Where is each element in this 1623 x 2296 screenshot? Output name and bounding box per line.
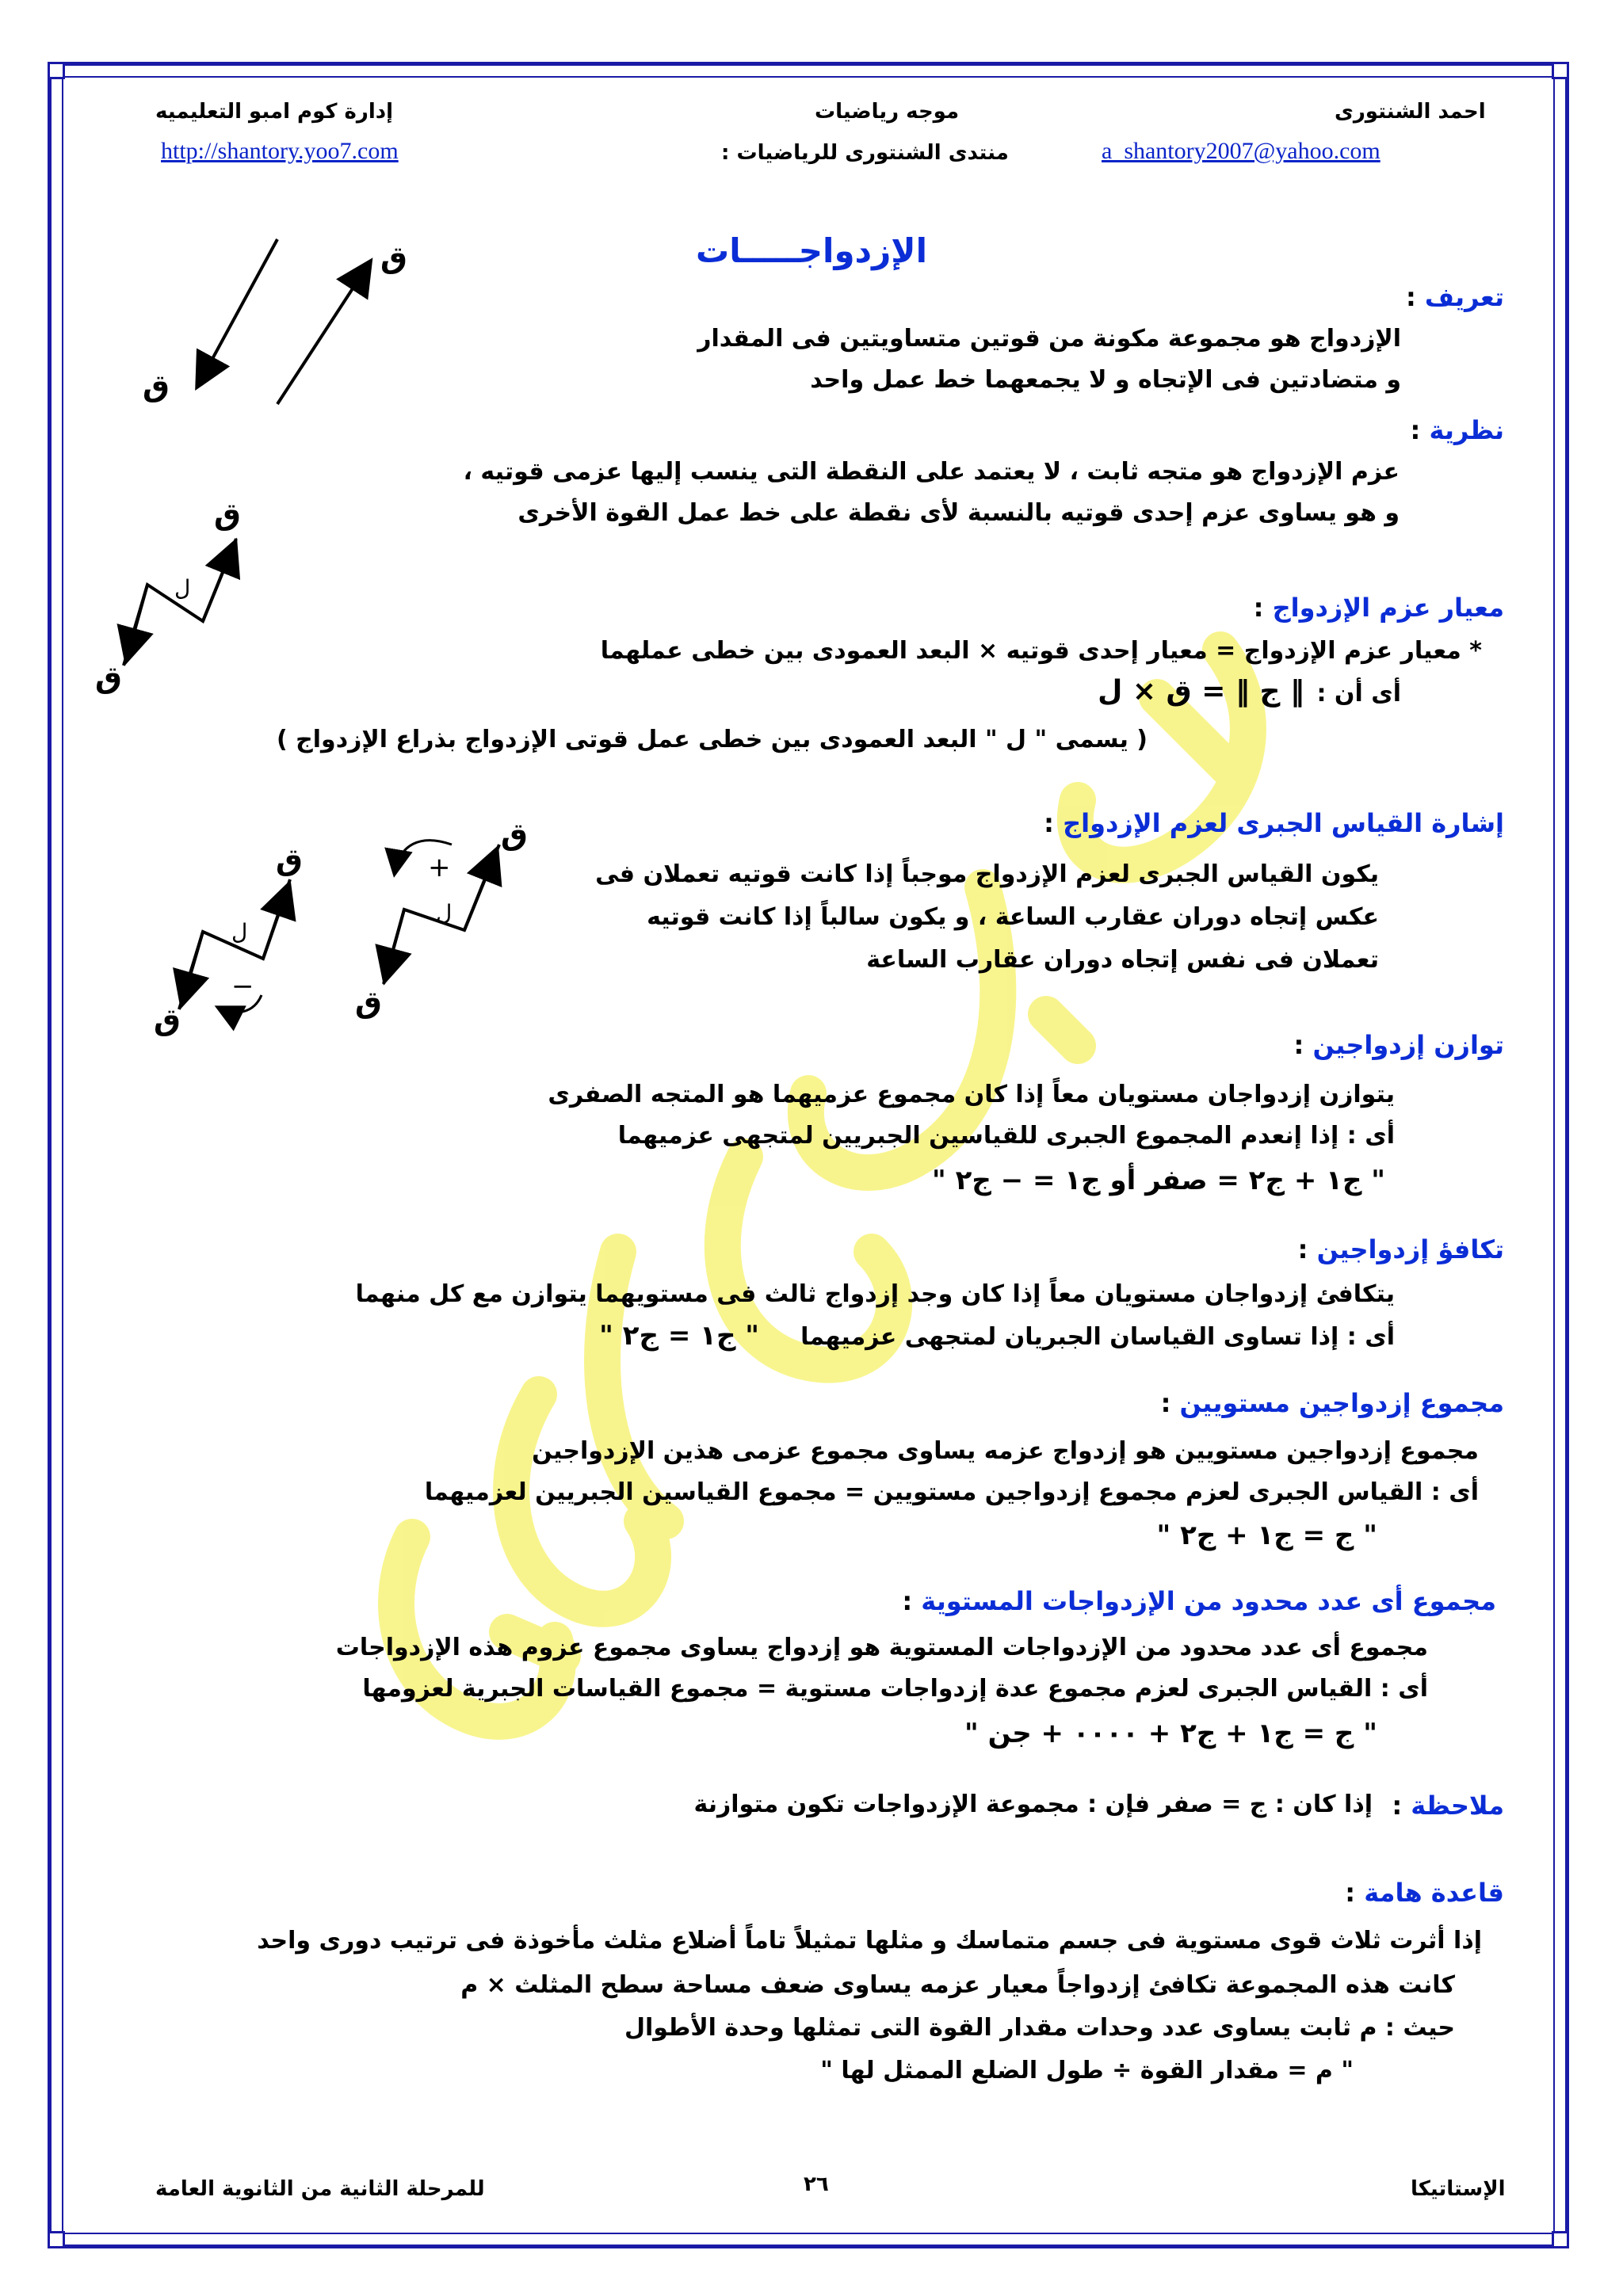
force-arrow: [182, 932, 203, 1003]
theorem-line: و هو يساوى عزم إحدى قوتيه بالنسبة لأى نقطة على خط عمل القوة الأخرى: [517, 499, 1400, 527]
equilibrium-line: أى : إذا إنعدم المجموع الجبرى للقياسين الجبريين لمتجهى عزميهما: [617, 1122, 1395, 1150]
force-arrow: [127, 585, 147, 659]
sign-line: عكس إتجاه دوران عقارب الساعة ، و يكون سالباً إذا كانت قوتيه: [647, 903, 1379, 931]
force-label: ق: [380, 240, 407, 275]
rule-line: إذا أثرت ثلاث قوى مستوية فى جسم متماسك و مثلها تمثيلاً تاماً أضلاع مثلث مأخوذة فى ترتيب دورى واحد: [257, 1927, 1482, 1955]
definition-heading: تعريف :: [1405, 282, 1504, 312]
theorem-heading: نظرية :: [1410, 415, 1504, 445]
sum-many-line: أى : القياس الجبرى لعزم مجموع عدة إزدواجات مستوية = مجموع القياسات الجبرية لعزومها: [362, 1675, 1428, 1703]
equivalence-line: أى : إذا تساوى القياسان الجبريان لمتجهى عزميهما: [800, 1323, 1395, 1351]
arm-label: ل: [436, 900, 453, 926]
equivalence-line: يتكافئ إزدواجان مستويان معاً إذا كان وجد إزدواج ثالث فى مستويهما يتوازن مع كل منهما: [355, 1280, 1395, 1308]
definition-line: الإزدواج هو مجموعة مكونة من قوتين متساويتين فى المقدار: [697, 325, 1401, 353]
force-arrow: [464, 851, 496, 930]
magnitude-heading: معيار عزم الإزدواج :: [1253, 593, 1504, 623]
header-site-link[interactable]: http://shantory.yoo7.com: [161, 138, 399, 164]
sum-two-line: مجموع إزدواجين مستويين هو إزدواج عزمه يساوى مجموع عزمى هذين الإزدواجين: [532, 1437, 1479, 1465]
sign-minus: −: [231, 971, 254, 1002]
positive-couple-figure: [333, 816, 539, 1022]
negative-couple-figure: [143, 840, 349, 1038]
force-arrow: [263, 886, 288, 959]
note-text: إذا كان : ج = صفر فإن : مجموعة الإزدواجات تكون متوازنة: [693, 1791, 1373, 1818]
rule-heading: قاعدة هامة :: [1345, 1878, 1504, 1908]
arm-label: ل: [231, 919, 248, 945]
sum-two-heading: مجموع إزدواجين مستويين :: [1160, 1388, 1504, 1418]
header-org: إدارة كوم امبو التعليميه: [155, 100, 394, 124]
sum-many-line: مجموع أى عدد محدود من الإزدواجات المستوية هو إزدواج يساوى مجموع عزوم هذه الإزدواجات: [335, 1634, 1428, 1661]
magnitude-line: * معيار عزم الإزدواج = معيار إحدى قوتيه × البعد العمودى بين خطى عملهما: [600, 637, 1482, 665]
footer-level: للمرحلة الثانية من الثانوية العامة: [155, 2177, 485, 2201]
note-label: ملاحظة :: [1392, 1791, 1504, 1821]
border-corner: [1552, 62, 1569, 79]
sum-many-heading: مجموع أى عدد محدود من الإزدواجات المستوية :: [902, 1586, 1496, 1616]
force-label: ق: [143, 368, 170, 403]
definition-line: و متضادتين فى الإتجاه و لا يجمعهما خط عمل واحد: [810, 366, 1401, 394]
border-corner: [48, 2231, 65, 2248]
force-label: ق: [214, 497, 241, 532]
couple-forces-figure: [119, 230, 420, 420]
border-corner: [1552, 2231, 1569, 2248]
force-label: ق: [501, 817, 528, 852]
equilibrium-heading: توازن إزدواجين :: [1293, 1030, 1504, 1060]
sum-two-formula: " ج = ج١ + ج٢ ": [1156, 1520, 1377, 1551]
header-forum: منتدى الشنتورى للرياضيات :: [721, 141, 1009, 165]
sum-many-formula: " ج = ج١ + ج٢ + ٠٠٠٠ + جن ": [964, 1718, 1377, 1749]
sign-line: يكون القياس الجبرى لعزم الإزدواج موجباً إذا كانت قوتيه تعملان فى: [595, 860, 1379, 888]
rule-line: " م = مقدار القوة ÷ طول الضلع الممثل لها ": [820, 2057, 1354, 2084]
sign-heading: إشارة القياس الجبرى لعزم الإزدواج :: [1044, 808, 1504, 838]
footer-subject: الإستاتيكا: [1411, 2177, 1506, 2201]
force-label: ق: [95, 660, 122, 695]
theorem-line: عزم الإزدواج هو متجه ثابت ، لا يعتمد على النقطة التى ينسب إليها عزمى قوتيه ،: [463, 458, 1400, 486]
header-email-link[interactable]: a_shantory2007@yahoo.com: [1102, 138, 1381, 164]
sum-two-line: أى : القياس الجبرى لعزم مجموع إزدواجين مستويين = مجموع القياسين الجبريين لعزميهما: [424, 1478, 1479, 1506]
force-arrow: [277, 263, 369, 404]
couple-arm-figure: [95, 483, 317, 697]
magnitude-arm-note: ( يسمى " ل " البعد العمودى بين خطى عمل قوتى الإزدواج بذراع الإزدواج ): [276, 726, 1148, 753]
equilibrium-line: يتوازن إزدواجان مستويان معاً إذا كان مجموع عزميهما هو المتجه الصفرى: [548, 1081, 1395, 1108]
force-label: ق: [355, 985, 382, 1020]
page-title: الإزدواجـــــات: [696, 231, 927, 270]
force-arrow: [203, 543, 235, 621]
force-arrow: [385, 910, 404, 979]
equivalence-heading: تكافؤ إزدواجين :: [1297, 1234, 1504, 1264]
border-corner: [48, 62, 65, 79]
sign-line: تعملان فى نفس إتجاه دوران عقارب الساعة: [866, 946, 1379, 974]
rule-line: حيث : م ثابت يساوى عدد وحدات مقدار القوة التى تمثلها وحدة الأطوال: [624, 2014, 1455, 2042]
header-author: احمد الشنتورى: [1335, 100, 1486, 124]
rule-line: كانت هذه المجموعة تكافئ إزدواجاً معيار عزمه يساوى ضعف مساحة سطح المثلث × م: [460, 1971, 1455, 1999]
force-label: ق: [276, 842, 303, 877]
equilibrium-formula: " ج١ + ج٢ = صفر أو ج١ = − ج٢ ": [932, 1165, 1385, 1196]
arm-label: ل: [174, 575, 191, 601]
footer-page-number: ٢٦: [804, 2172, 829, 2196]
force-arrow: [198, 239, 277, 385]
sign-plus: +: [428, 852, 451, 883]
force-label: ق: [154, 1002, 181, 1037]
header-role: موجه رياضيات: [815, 100, 960, 124]
magnitude-formula-label: أى أن :: [1316, 680, 1401, 707]
magnitude-formula: ‖ ج ‖ = ق × ل: [1098, 675, 1304, 707]
equivalence-formula: " ج١ = ج٢ ": [599, 1320, 759, 1352]
